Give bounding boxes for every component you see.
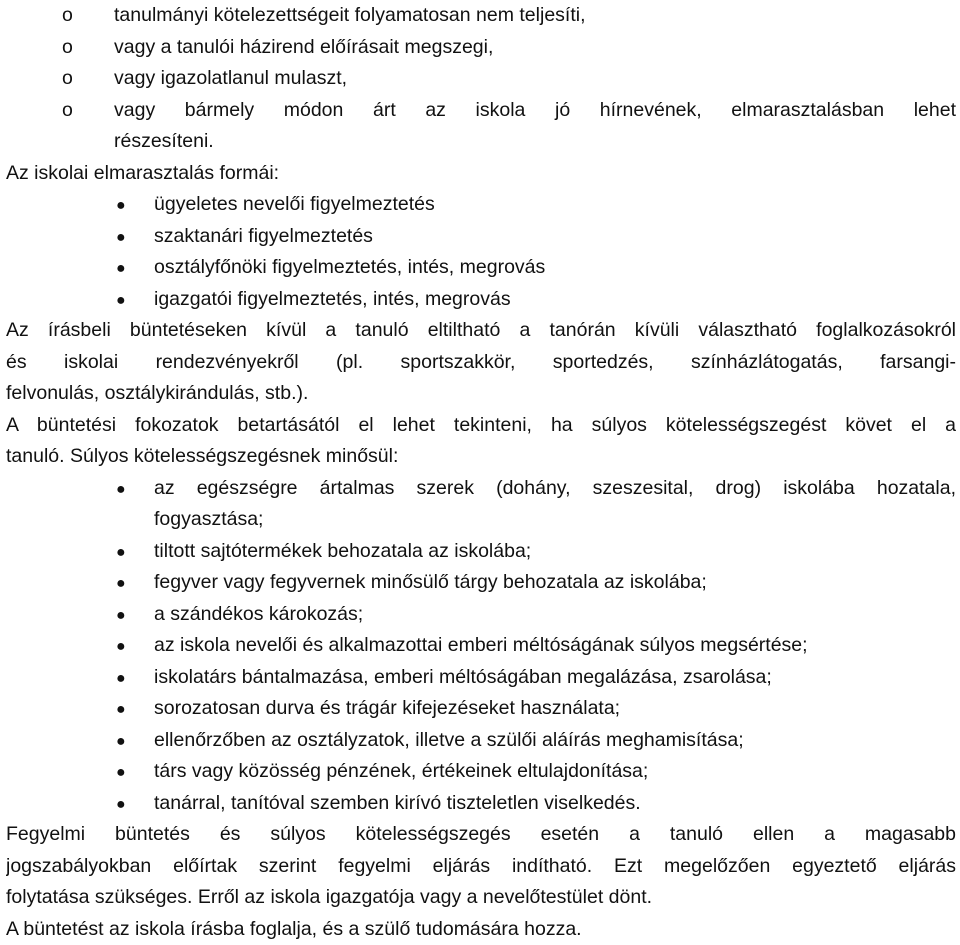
list-item xyxy=(6,32,956,64)
bullet-icon: ● xyxy=(6,537,154,568)
o-list xyxy=(6,0,956,158)
list-marker: o xyxy=(6,63,114,95)
bullet-icon: ● xyxy=(6,222,154,253)
list-item-text: a szándékos károkozás; xyxy=(154,599,956,631)
section-heading: Az iskolai elmarasztalás formái: xyxy=(6,158,956,190)
list-item xyxy=(6,630,956,662)
list-item-text: igazgatói figyelmeztetés, intés, megrovás xyxy=(154,284,956,316)
bullet-icon: ● xyxy=(6,663,154,694)
list-item xyxy=(6,0,956,32)
list-item-text: osztályfőnöki figyelmeztetés, intés, megrovás xyxy=(154,252,956,284)
forms-list xyxy=(6,189,956,315)
bullet-icon: ● xyxy=(6,726,154,757)
list-item-text: vagy igazolatlanul mulaszt, xyxy=(114,63,956,95)
list-item xyxy=(6,221,956,253)
paragraph-line: folytatása szükséges. Erről az iskola igazgatója vagy a nevelőtestület dönt. xyxy=(6,882,956,914)
list-marker: o xyxy=(6,32,114,64)
list-item-text: fegyver vagy fegyvernek minősülő tárgy behozatala az iskolába; xyxy=(154,567,956,599)
bullet-icon: ● xyxy=(6,285,154,316)
bullet-icon: ● xyxy=(6,694,154,725)
paragraph-line: Az írásbeli büntetéseken kívül a tanuló eltiltható a tanórán kívüli választható foglalkozásokról xyxy=(6,315,956,347)
paragraph-serious-violation xyxy=(6,410,956,473)
list-item-text: az egészségre ártalmas szerek (dohány, szeszesital, drog) iskolába hozatala, xyxy=(154,473,956,505)
list-item xyxy=(6,788,956,820)
paragraph-line: Fegyelmi büntetés és súlyos kötelességszegés esetén a tanuló ellen a magasabb xyxy=(6,819,956,851)
list-item-text: sorozatosan durva és trágár kifejezéseket használata; xyxy=(154,693,956,725)
paragraph-line: felvonulás, osztálykirándulás, stb.). xyxy=(6,378,956,410)
list-item xyxy=(6,536,956,568)
list-item xyxy=(6,284,956,316)
list-item xyxy=(6,693,956,725)
list-marker: o xyxy=(6,0,114,32)
bullet-icon: ● xyxy=(6,631,154,662)
list-item xyxy=(6,63,956,95)
list-item xyxy=(6,662,956,694)
paragraph-written-penalties xyxy=(6,315,956,410)
paragraph-line: jogszabályokban előírtak szerint fegyelmi eljárás indítható. Ezt megelőzően egyeztető eljárás xyxy=(6,851,956,883)
list-item xyxy=(6,567,956,599)
list-item-text: szaktanári figyelmeztetés xyxy=(154,221,956,253)
list-item-text: ellenőrzőben az osztályzatok, illetve a szülői aláírás meghamisítása; xyxy=(154,725,956,757)
list-item xyxy=(6,473,956,505)
bullet-icon: ● xyxy=(6,253,154,284)
bullet-icon: ● xyxy=(6,757,154,788)
list-item xyxy=(6,189,956,221)
list-item-text: ügyeletes nevelői figyelmeztetés xyxy=(154,189,956,221)
bullet-icon: ● xyxy=(6,568,154,599)
paragraph-line: és iskolai rendezvényekről (pl. sportszakkör, sportedzés, színházlátogatás, farsangi- xyxy=(6,347,956,379)
bullet-icon: ● xyxy=(6,600,154,631)
bullet-icon: ● xyxy=(6,789,154,820)
list-item xyxy=(6,252,956,284)
list-item-continuation: fogyasztása; xyxy=(6,504,956,536)
list-item-text: az iskola nevelői és alkalmazottai emberi méltóságának súlyos megsértése; xyxy=(154,630,956,662)
paragraph-disciplinary-procedure xyxy=(6,819,956,914)
list-item xyxy=(6,725,956,757)
bullet-icon: ● xyxy=(6,474,154,505)
paragraph-line: tanuló. Súlyos kötelességszegésnek minősül: xyxy=(6,441,956,473)
paragraph-line: A büntetési fokozatok betartásától el lehet tekinteni, ha súlyos kötelességszegést követ el a xyxy=(6,410,956,442)
list-item xyxy=(6,95,956,127)
list-item-text: iskolatárs bántalmazása, emberi méltóságában megalázása, zsarolása; xyxy=(154,662,956,694)
list-item-continuation: részesíteni. xyxy=(6,126,956,158)
list-item xyxy=(6,756,956,788)
list-item xyxy=(6,599,956,631)
list-item-text: vagy a tanulói házirend előírásait megszegi, xyxy=(114,32,956,64)
list-item-text: vagy bármely módon árt az iskola jó hírnevének, elmarasztalásban lehet xyxy=(114,95,956,127)
list-marker: o xyxy=(6,95,114,127)
bullet-icon: ● xyxy=(6,190,154,221)
list-item-text: tanárral, tanítóval szemben kirívó tiszteletlen viselkedés. xyxy=(154,788,956,820)
paragraph-written-notice: A büntetést az iskola írásba foglalja, és a szülő tudomására hozza. xyxy=(6,914,956,945)
list-item-text: társ vagy közösség pénzének, értékeinek eltulajdonítása; xyxy=(154,756,956,788)
list-item-text: tanulmányi kötelezettségeit folyamatosan nem teljesíti, xyxy=(114,0,956,32)
serious-violations-list xyxy=(6,473,956,820)
list-item-text: tiltott sajtótermékek behozatala az iskolába; xyxy=(154,536,956,568)
